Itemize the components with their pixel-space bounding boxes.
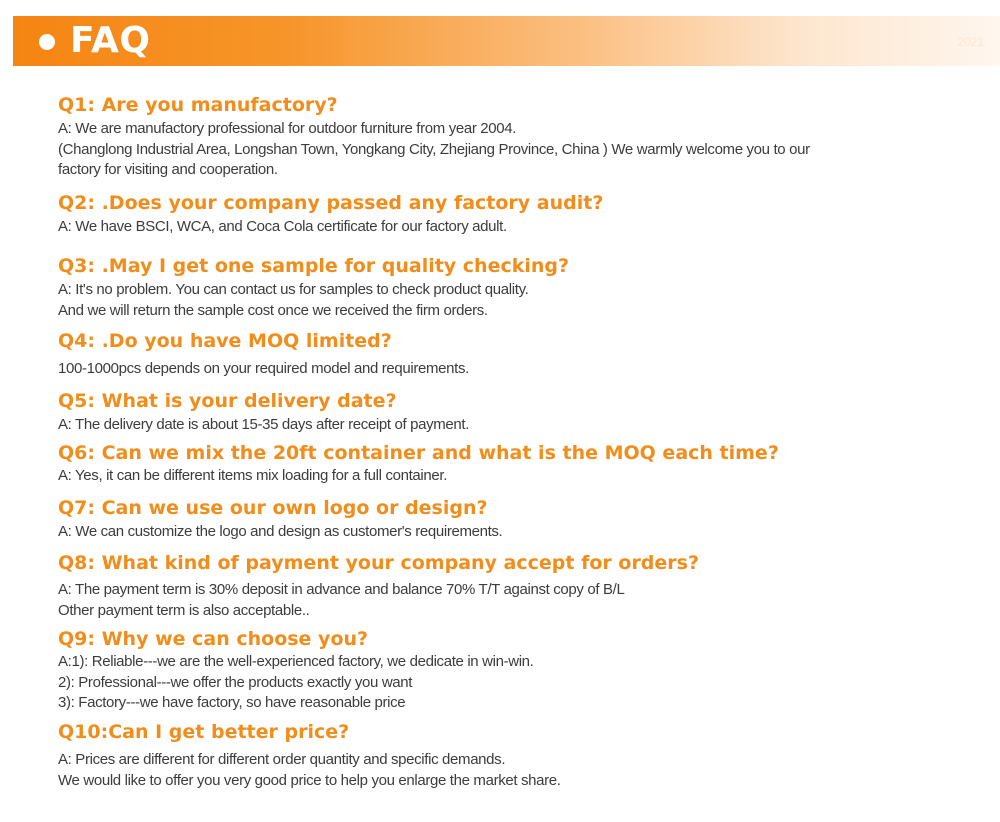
answer-line: factory for visiting and cooperation. — [58, 161, 278, 178]
answer-line: A:1): Reliable---we are the well-experienced factory, we dedicate in win-win. — [58, 653, 534, 670]
faq-question: Q6: Can we mix the 20ft container and what is the MOQ each time? — [58, 442, 779, 464]
answer-line: 100-1000pcs depends on your required model and requirements. — [58, 360, 469, 377]
faq-answer — [58, 217, 918, 238]
answer-line: Other payment term is also acceptable.. — [58, 601, 310, 619]
faq-answer — [58, 750, 918, 791]
answer-line: A: Prices are different for different order quantity and specific demands. — [58, 751, 506, 768]
faq-question: Q1: Are you manufactory? — [58, 94, 338, 116]
answer-line: A: We have BSCI, WCA, and Coca Cola certificate for our factory adult. — [58, 218, 507, 235]
faq-question: Q7: Can we use our own logo or design? — [58, 497, 488, 519]
page-title: FAQ — [70, 20, 151, 61]
answer-line: We would like to offer you very good price to help you enlarge the market share. — [58, 771, 561, 789]
faq-question: Q5: What is your delivery date? — [58, 390, 397, 412]
faq-question: Q8: What kind of payment your company accept for orders? — [58, 552, 699, 574]
faq-answer — [58, 415, 918, 436]
faq-question: Q10:Can I get better price? — [58, 721, 350, 743]
answer-line: 2): Professional---we offer the products exactly you want — [58, 673, 413, 691]
faq-answer — [58, 580, 918, 621]
faq-answer — [58, 359, 918, 380]
faq-answer — [58, 280, 918, 321]
faq-answer — [58, 652, 918, 714]
faq-banner — [13, 16, 1000, 66]
answer-line: (Changlong Industrial Area, Longshan Town, Yongkang City, Zhejiang Province, China ) We warmly welcome you to our — [58, 140, 810, 158]
answer-line: A: It's no problem. You can contact us for samples to check product quality. — [58, 281, 529, 298]
faq-question: Q4: .Do you have MOQ limited? — [58, 330, 392, 352]
faq-question: Q2: .Does your company passed any factory audit? — [58, 192, 604, 214]
answer-line: A: The payment term is 30% deposit in advance and balance 70% T/T against copy of B/L — [58, 581, 625, 598]
answer-line: A: We are manufactory professional for outdoor furniture from year 2004. — [58, 120, 517, 137]
answer-line: And we will return the sample cost once we received the firm orders. — [58, 301, 488, 319]
faq-answer — [58, 119, 918, 181]
bullet-dot-icon — [39, 34, 55, 50]
banner-year: 2021 — [957, 35, 984, 49]
faq-answer — [58, 466, 918, 487]
answer-line: A: Yes, it can be different items mix loading for a full container. — [58, 467, 448, 484]
answer-line: A: The delivery date is about 15-35 days after receipt of payment. — [58, 416, 470, 433]
answer-line: 3): Factory---we have factory, so have reasonable price — [58, 694, 406, 711]
faq-question: Q3: .May I get one sample for quality checking? — [58, 255, 570, 277]
answer-line: A: We can customize the logo and design as customer's requirements. — [58, 523, 503, 540]
faq-question: Q9: Why we can choose you? — [58, 628, 369, 650]
faq-answer — [58, 522, 918, 543]
